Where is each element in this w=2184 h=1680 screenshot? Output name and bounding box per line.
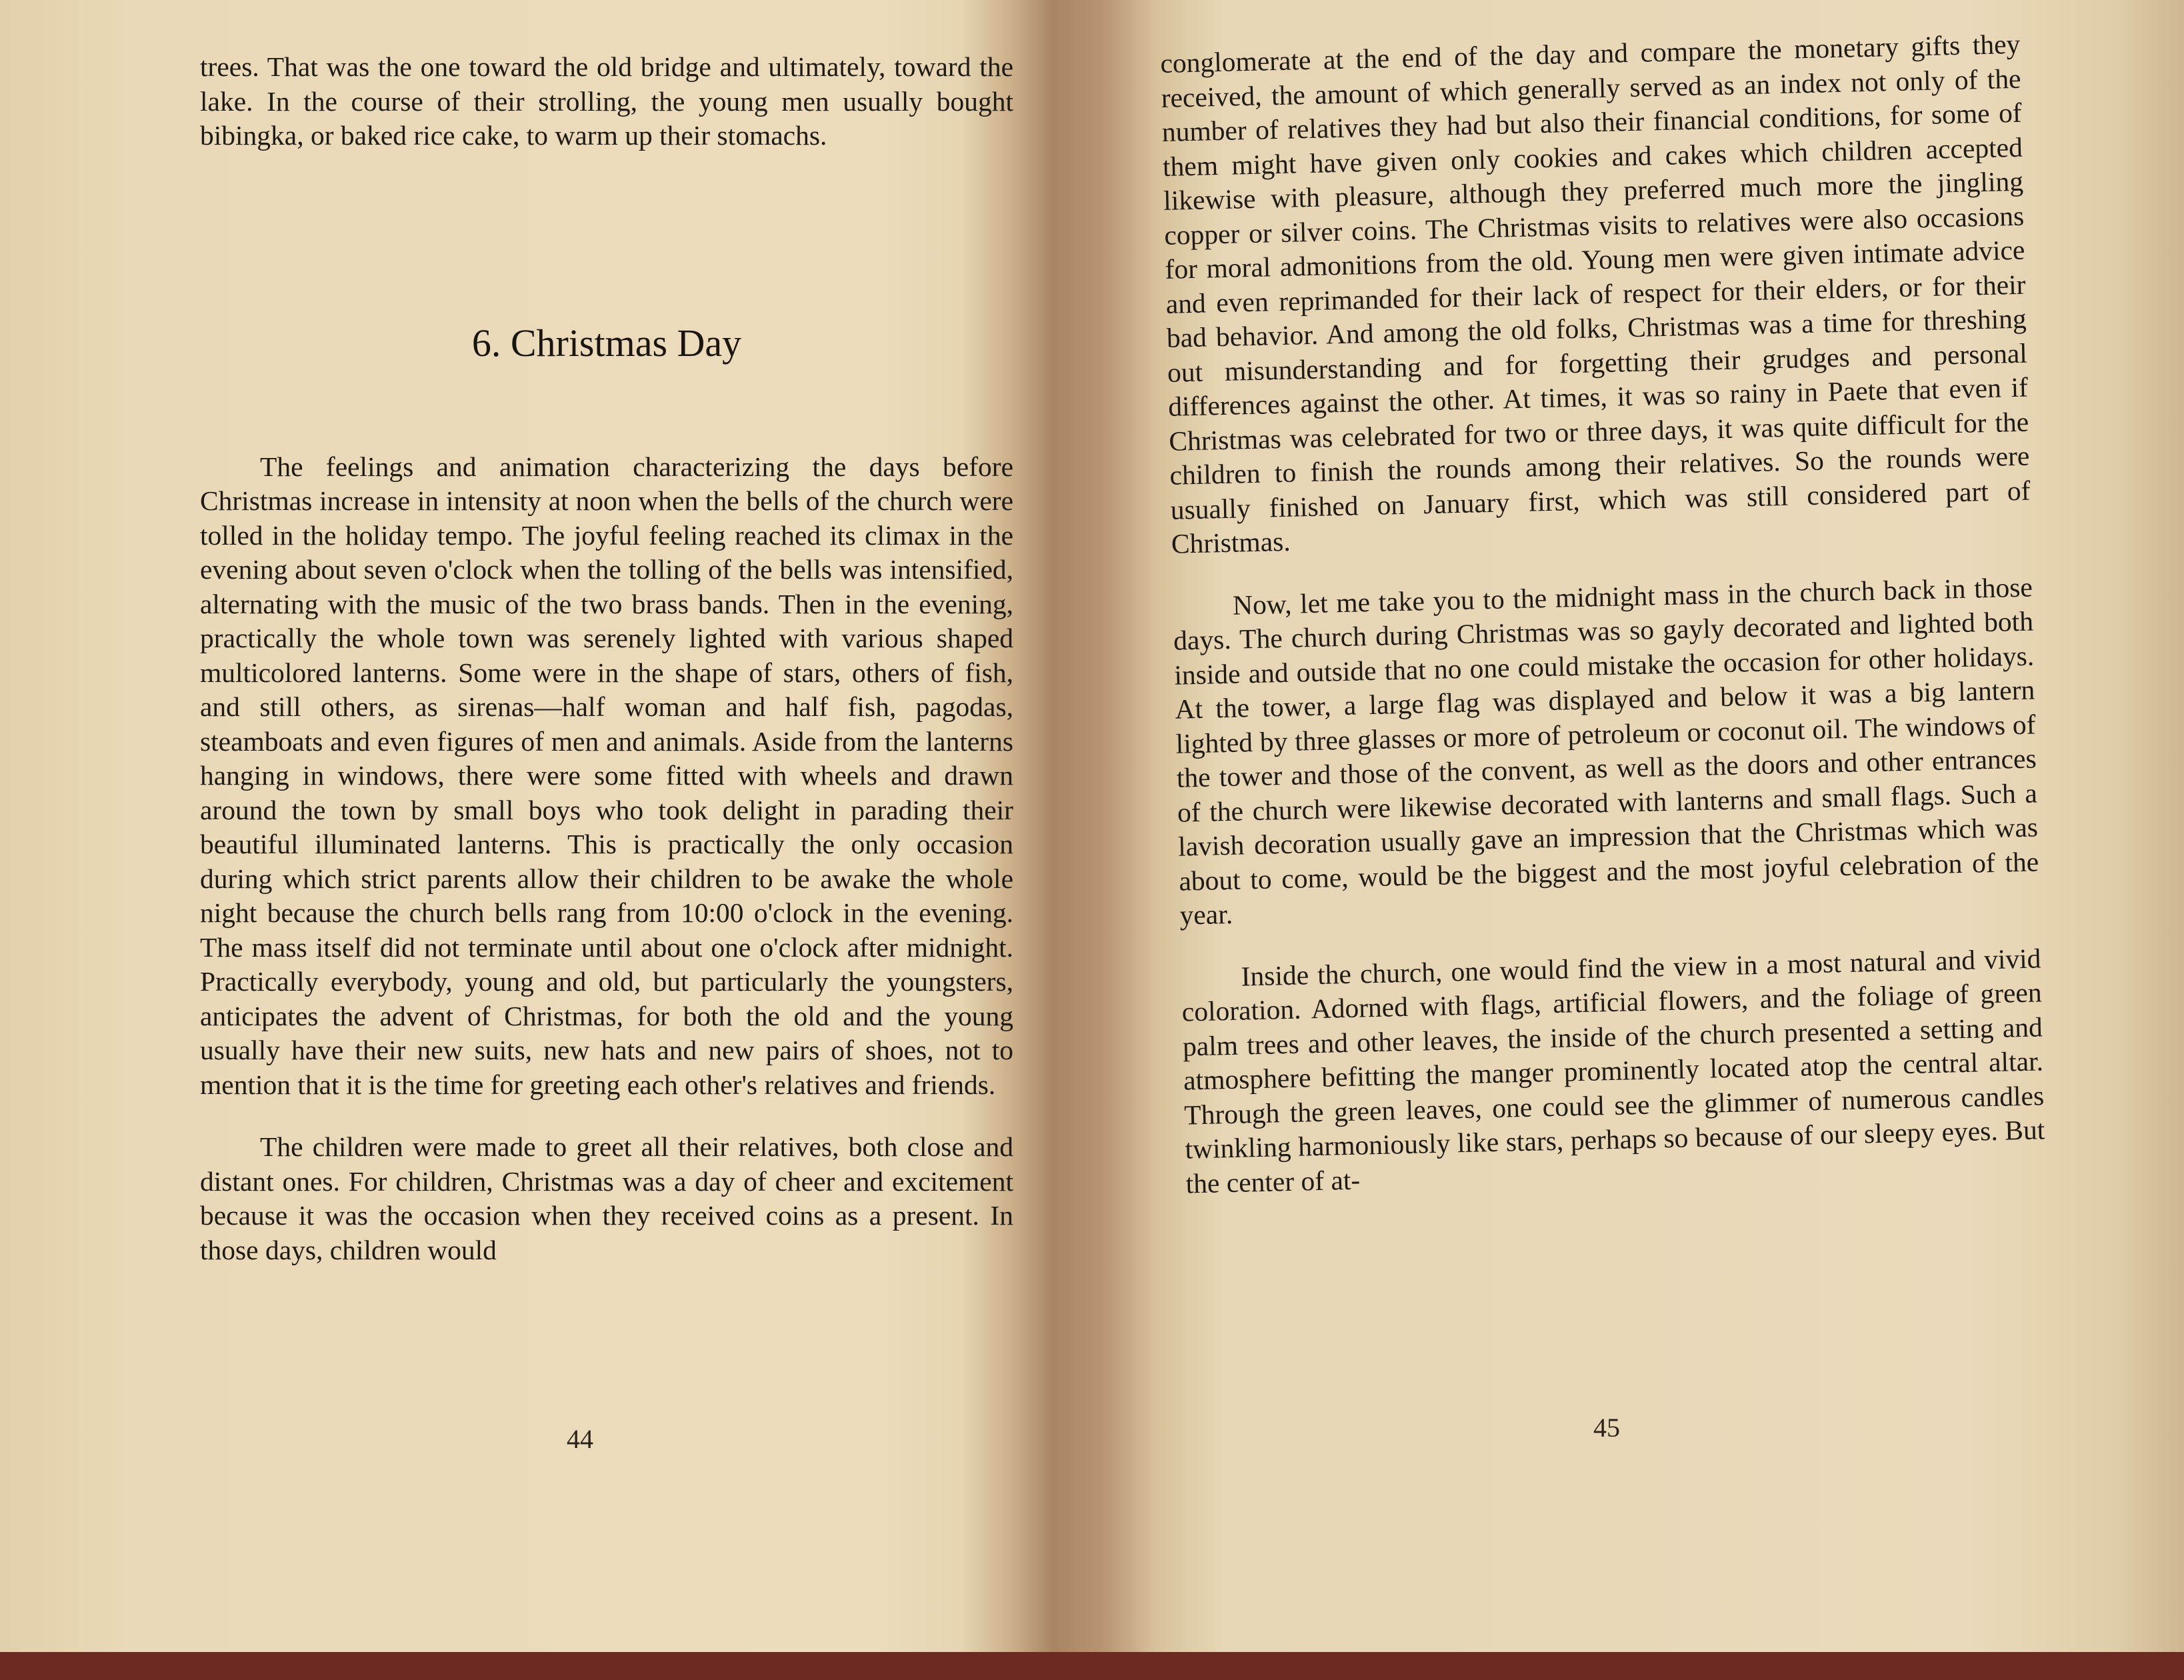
body-paragraph: Now, let me take you to the midnight mass in the church back in those days. The church during Christmas was so gayly decorated and lighted both inside and outside that no one could mistake the occasion for other holidays. At the tower, a large flag was displayed and below it was a big lantern lighted by three glasses or more of petroleum or coconut oil. The windows of the tower and those of the convent, as well as the doors and other entrances of the church were likewise decorated with lanterns and small flags. Such a lavish decoration usually gave an impression that the Christmas which was about to come, would be the biggest and the most joyful celebration of the year.	[1173, 571, 2039, 931]
chapter-title: 6. Christmas Day	[471, 321, 742, 365]
right-page	[1160, 27, 2046, 1201]
body-paragraph: The feelings and animation characterizing the days before Christmas increase in intensity at noon when the bells of the church were tolled in the holiday tempo. The joyful feeling reached its climax in the evening about seven o'clock when the tolling of the bells was intensified, alternating with the music of the two brass bands. Then in the evening, practically the whole town was serenely lighted with various shaped multicolored lanterns. Some were in the shape of stars, others of fish, and still others, as sirenas—half woman and half fish, pagodas, steamboats and even figures of men and animals. Aside from the lanterns hanging in windows, there were some fitted with wheels and drawn around the town by small boys who took delight in parading their beautiful illuminated lanterns. This is practically the only occasion during which strict parents allow their children to be awake the whole night because the church bells rang from 10:00 o'clock in the evening. The mass itself did not terminate until about one o'clock after midnight. Practically everybody, young and old, but particularly the youngsters, anticipates the advent of Christmas, for both the old and the young usually have their new suits, new hats and new pairs of shoes, not to mention that it is the time for greeting each other's relatives and friends.	[200, 451, 1013, 1100]
carryover-paragraph: trees. That was the one toward the old bridge and ultimately, toward the lake. In the course of their strolling, the young men usually bought bibingka, or baked rice cake, to warm up their stomachs.	[200, 51, 1013, 151]
left-page	[200, 50, 1013, 1267]
body-paragraph: Inside the church, one would find the view in a most natural and vivid coloration. Adorned with flags, artificial flowers, and the foliage of green palm trees and other leaves, the inside of the church presented a setting and atmosphere befitting the manger prominently located atop the central altar. Through the green leaves, one could see the glimmer of numerous candles twinkling harmoniously like stars, perhaps so because of our sleepy eyes. But the center of at-	[1181, 942, 2045, 1199]
carryover-paragraph: conglomerate at the end of the day and compare the monetary gifts they received, the amount of which generally served as an index not only of the number of relatives they had but also their financial conditions, for some of them might have given only cookies and cakes which children accepted likewise with pleasure, although they preferred much more the jingling copper or silver coins. The Christmas visits to relatives were also occasions for moral admonitions from the old. Young men were given intimate advice and even reprimanded for their lack of respect for their elders, or for their bad behavior. And among the old folks, Christmas was a time for threshing out misunderstanding and for forgetting their grudges and personal differences against the other. At times, it was so rainy in Paete that even if Christmas was celebrated for two or three days, it was quite difficult for the children to finish the rounds among their relatives. So the rounds were usually finished on January first, which was still considered part of Christmas.	[1160, 28, 2031, 559]
page-number-right: 45	[1593, 1413, 1620, 1443]
page-number-left: 44	[567, 1424, 593, 1454]
book-cover-edge	[0, 1652, 2184, 1680]
body-paragraph: The children were made to greet all their relatives, both close and distant ones. For children, Christmas was a day of cheer and excitement because it was the occasion when they received coins as a present. In those days, children would	[200, 1131, 1013, 1265]
